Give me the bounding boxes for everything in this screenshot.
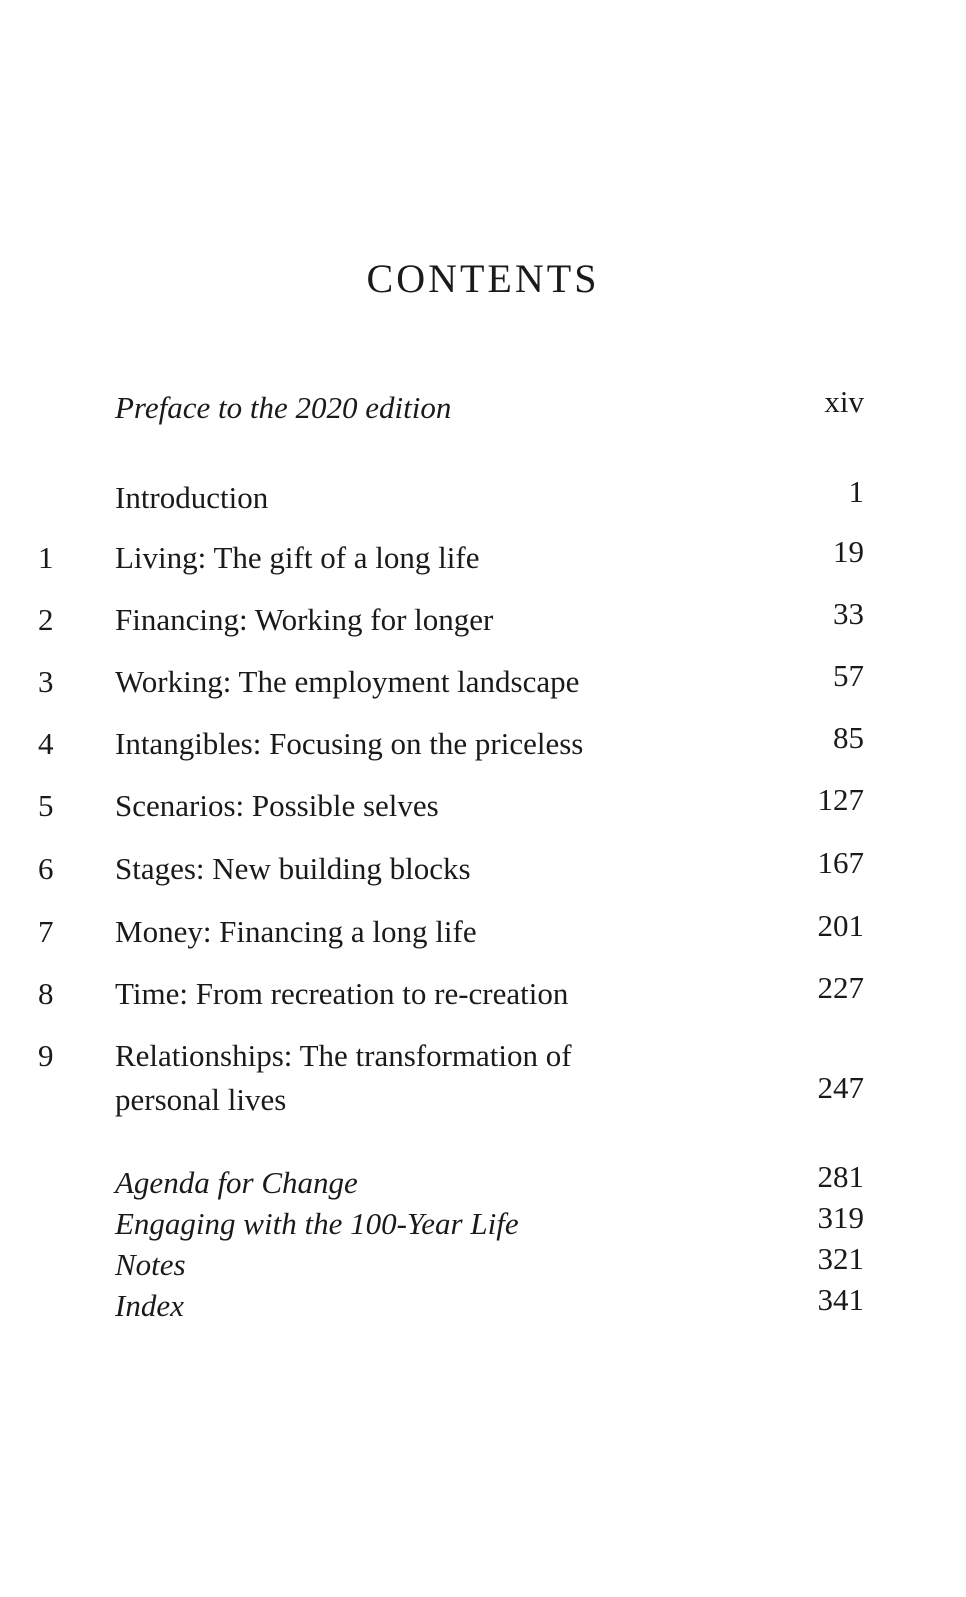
toc-entry-page: 33 [833,596,864,631]
toc-entry-title-line-1: Relationships: The transformation of [115,1038,572,1073]
toc-entry-title: Engaging with the 100-Year Life [115,1206,519,1241]
page-title: CONTENTS [366,256,600,301]
toc-entry-title: Time: From recreation to re-creation [115,976,569,1011]
chapter-number: 7 [38,914,54,949]
toc-entry-page: 281 [817,1159,864,1194]
toc-entry-title: Notes [115,1247,186,1282]
toc-entry-title: Money: Financing a long life [115,914,477,949]
toc-entry-page: 321 [817,1241,864,1276]
toc-entry-page: 319 [817,1200,864,1235]
chapter-number: 3 [38,664,54,699]
toc-entry-title-line-2: personal lives [115,1082,287,1117]
chapter-number: 1 [38,540,54,575]
toc-entry-title: Introduction [115,480,269,515]
toc-entry-page: 341 [817,1282,864,1317]
toc-entry-title: Stages: New building blocks [115,851,471,886]
toc-entry-title: Working: The employment landscape [115,664,580,699]
chapter-number: 9 [38,1038,54,1073]
chapter-number: 2 [38,602,54,637]
toc-entry-title: Living: The gift of a long life [115,540,480,575]
toc-entry-page: 127 [817,782,864,817]
toc-entry-page: 227 [817,970,864,1005]
toc-entry-page: 1 [848,474,864,509]
toc-entry-title: Index [115,1288,184,1323]
toc-entry-page: 85 [833,720,864,755]
toc-entry-title: Intangibles: Focusing on the priceless [115,726,584,761]
toc-entry-title: Preface to the 2020 edition [115,390,452,425]
toc-entry-title: Agenda for Change [115,1165,358,1200]
toc-entry-page: 57 [833,658,864,693]
chapter-number: 5 [38,788,54,823]
toc-entry-page: 247 [817,1070,864,1105]
toc-entry-page: 19 [833,534,864,569]
chapter-number: 8 [38,976,54,1011]
chapter-number: 6 [38,851,54,886]
toc-entry-page: xiv [824,384,864,419]
toc-entry-title: Financing: Working for longer [115,602,494,637]
toc-entry-page: 167 [817,845,864,880]
toc-entry-page: 201 [817,908,864,943]
toc-entry-title: Scenarios: Possible selves [115,788,439,823]
chapter-number: 4 [38,726,54,761]
